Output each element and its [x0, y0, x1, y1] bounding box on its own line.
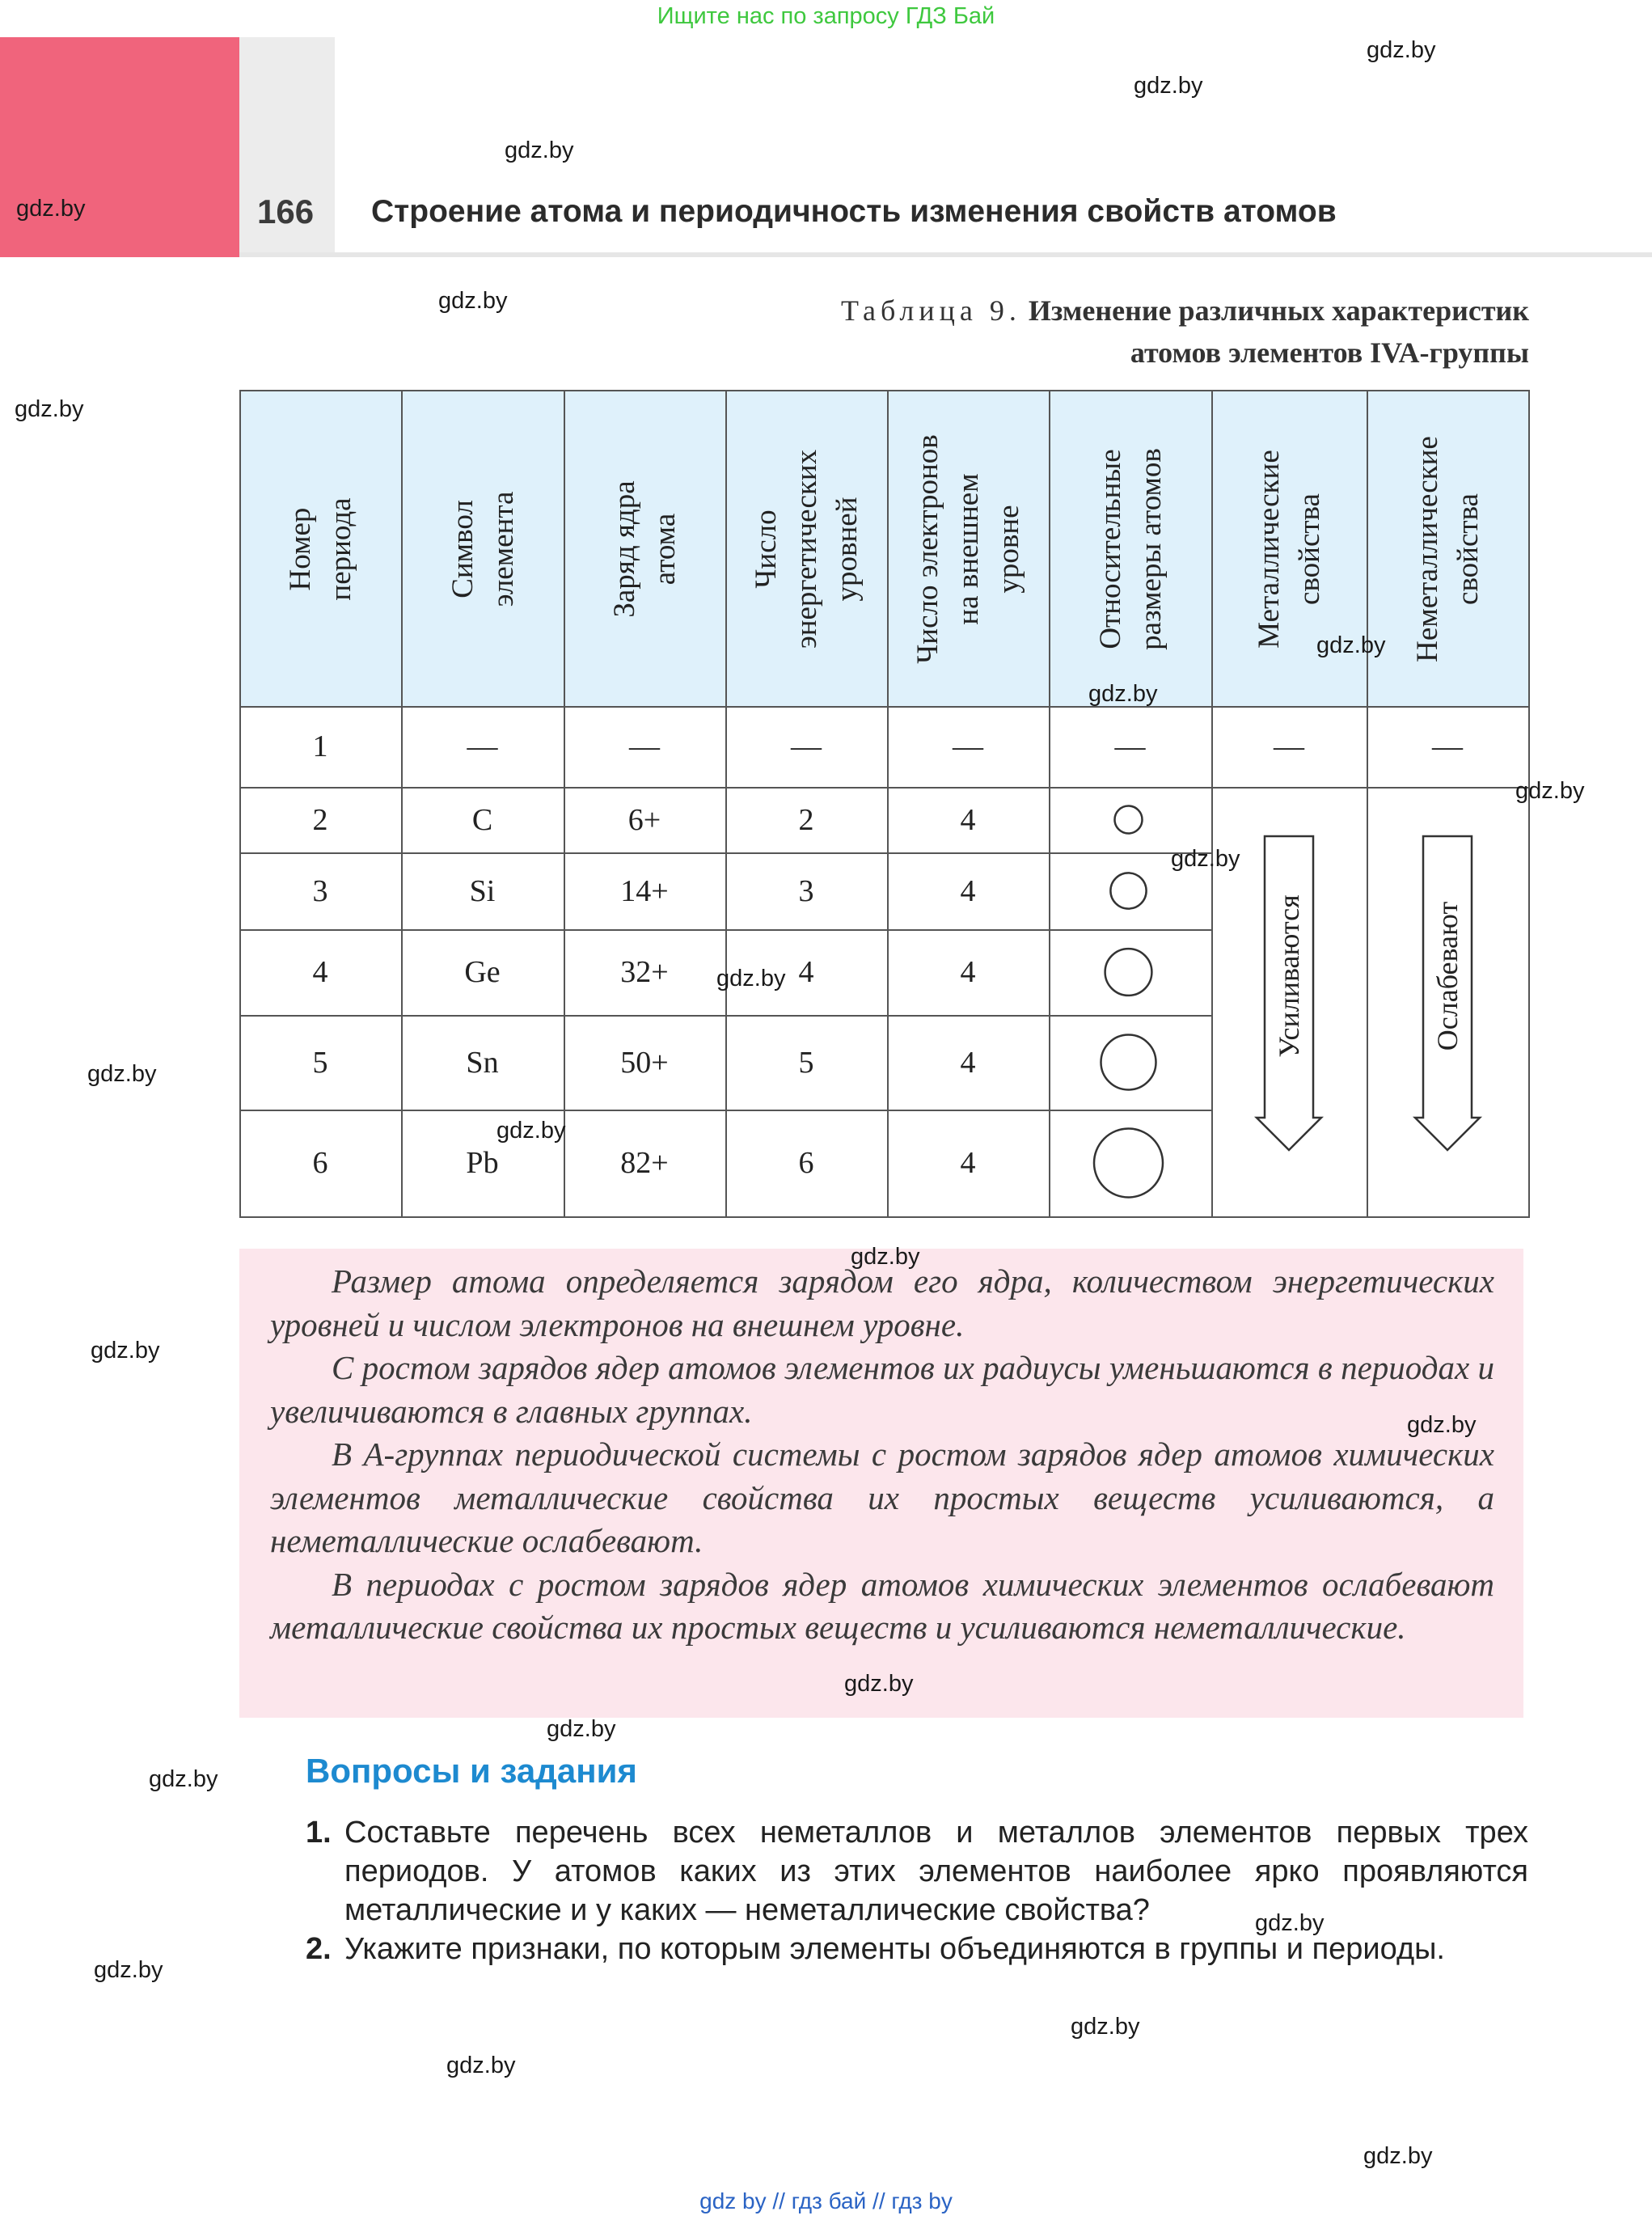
metal-trend-label: Усиливаются [1273, 894, 1305, 1058]
outer-electrons: 4 [960, 1146, 976, 1180]
nonmetal-dash: — [1432, 729, 1463, 763]
energy-levels: 5 [798, 1045, 814, 1080]
summary-paragraph: Размер атома определяется зарядом его ядра, количеством энергетических уровней и числом электронов на внешнем уровне. [270, 1262, 1494, 1343]
metal-dash: — [1274, 729, 1304, 763]
energy-levels: — [791, 729, 822, 763]
nuclear-charge: — [629, 729, 660, 763]
period-number: 4 [312, 955, 328, 989]
watermark: gdz.by [547, 1716, 616, 1742]
element-symbol: Si [469, 873, 496, 908]
summary-paragraph: В А-группах периодической системы с ростом зарядов ядер атомов химических элементов металлические свойства их простых веществ усиливаются, а неметаллические ослабевают. [270, 1435, 1494, 1559]
bottom-links[interactable]: gdz by // гдз бай // гдз by [699, 2188, 953, 2213]
watermark: gdz.by [1088, 681, 1158, 707]
period-number: 5 [312, 1045, 328, 1080]
outer-electrons: 4 [960, 955, 976, 989]
table-caption [841, 290, 1529, 374]
question-text: Составьте перечень всех неметаллов и металлов элементов первых трех периодов. У атомов каких из этих элементов наиболее ярко проявляются металлические и у каких — неметаллические свойства? [344, 1816, 1528, 1927]
question-number: 2. [306, 1932, 332, 1966]
chapter-title: Строение атома и периодичность изменения свойств атомов [371, 194, 1337, 229]
energy-levels: 4 [798, 955, 814, 989]
question-item [306, 1813, 1528, 1930]
atom-size-circle [1094, 1129, 1163, 1198]
watermark: gdz.by [1407, 1412, 1477, 1438]
summary-paragraph: В периодах с ростом зарядов ядер атомов химических элементов ослабевают металлические свойства их простых веществ и усиливаются неметаллические. [270, 1565, 1494, 1646]
energy-levels: 6 [798, 1146, 814, 1180]
watermark: gdz.by [87, 1061, 157, 1087]
watermark: gdz.by [1171, 846, 1240, 872]
period-number: 2 [312, 802, 328, 837]
watermark: gdz.by [15, 396, 84, 422]
watermark: gdz.by [716, 966, 786, 991]
outer-electrons: 4 [960, 802, 976, 837]
atom-size-circle [1110, 873, 1146, 908]
header-rule [239, 252, 1652, 257]
header-accent-block [0, 37, 239, 257]
table-header-label: Число электронов на внешнем уровне [911, 433, 1025, 664]
element-symbol: Ge [464, 955, 501, 989]
energy-levels: 2 [798, 802, 814, 837]
table-header-label: Символ элемента [446, 491, 520, 607]
outer-electrons: 4 [960, 1045, 976, 1080]
period-number: 1 [312, 729, 328, 763]
atom-size-circle [1101, 1035, 1156, 1090]
iva-group-table [239, 390, 1528, 1216]
watermark: gdz.by [1316, 632, 1386, 658]
nuclear-charge: 32+ [620, 955, 669, 989]
atom-size-circle [1115, 806, 1143, 834]
watermark: gdz.by [844, 1671, 914, 1697]
nuclear-charge: 6+ [627, 802, 661, 837]
page-number: 166 [257, 192, 315, 230]
element-symbol: — [467, 729, 498, 763]
atom-size-circle [1105, 949, 1152, 996]
nuclear-charge: 14+ [620, 873, 669, 908]
question-text: Укажите признаки, по которым элементы объединяются в группы и периоды. [344, 1932, 1445, 1966]
watermark: gdz.by [149, 1766, 218, 1792]
nonmetal-trend-label: Ослабевают [1431, 901, 1464, 1051]
outer-electrons: 4 [960, 873, 976, 908]
table-header-label: Относительные размеры атомов [1093, 447, 1168, 650]
questions-list [306, 1813, 1528, 1968]
watermark: gdz.by [1363, 2143, 1433, 2169]
watermark: gdz.by [438, 288, 508, 314]
summary-text [270, 1260, 1494, 1650]
watermark: gdz.by [1255, 1910, 1325, 1936]
period-number: 6 [312, 1146, 328, 1180]
outer-electrons: — [953, 729, 983, 763]
element-symbol: Sn [466, 1045, 499, 1080]
table-header-label: Заряд ядра атома [608, 480, 682, 618]
watermark: gdz.by [446, 2053, 516, 2078]
question-number: 1. [306, 1816, 332, 1850]
element-symbol: Pb [466, 1146, 499, 1180]
nuclear-charge: 50+ [620, 1045, 669, 1080]
watermark: gdz.by [94, 1957, 163, 1983]
caption-line1: Изменение различных характеристик [1028, 294, 1529, 327]
table-header-label: Неметаллические свойства [1411, 435, 1485, 662]
watermark: gdz.by [1515, 778, 1585, 804]
element-symbol: C [471, 802, 493, 837]
caption-line2: атомов элементов IVA-группы [1130, 336, 1529, 369]
watermark: gdz.by [505, 137, 574, 163]
atom-size-graphic [239, 390, 1530, 1218]
questions-title: Вопросы и задания [306, 1752, 637, 1790]
watermark: gdz.by [16, 196, 86, 222]
question-item [306, 1930, 1528, 1968]
watermark: gdz.by [1134, 73, 1203, 99]
watermark: gdz.by [496, 1118, 566, 1144]
watermark: gdz.by [1071, 2014, 1140, 2040]
table-header-label: Число энергетических уровней [750, 449, 864, 649]
summary-paragraph: С ростом зарядов ядер атомов элементов их радиусы уменьшаются в периодах и увеличиваются в главных группах. [270, 1349, 1494, 1430]
watermark: gdz.by [91, 1338, 160, 1364]
energy-levels: 3 [798, 873, 814, 908]
period-number: 3 [312, 873, 328, 908]
table-header-label: Номер периода [284, 497, 357, 601]
relative-size-dash: — [1114, 729, 1146, 763]
nuclear-charge: 82+ [620, 1146, 669, 1180]
table-header-label: Металлические свойства [1253, 449, 1326, 649]
caption-label: Таблица 9. [840, 294, 1021, 327]
watermark: gdz.by [1367, 37, 1436, 63]
watermark: gdz.by [851, 1244, 920, 1270]
search-hint[interactable]: Ищите нас по запросу ГДЗ Бай [657, 3, 995, 29]
